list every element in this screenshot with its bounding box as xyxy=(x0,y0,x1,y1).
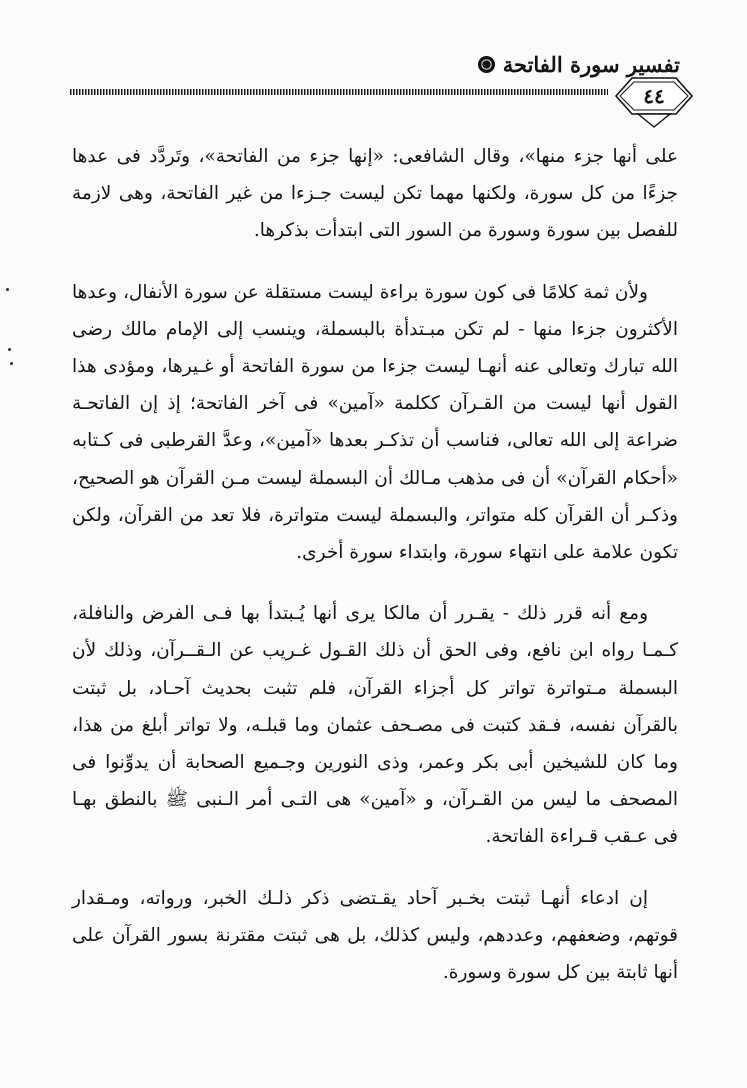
paragraph-1: على أنها جزء منها»، وقال الشافعى: «إنها جزء من الفاتحة»، وتَردَّد فى عدها جزءًا من كل سورة، ولكنها مهما تكن ليست جـزءا من غير الفاتحة، وهى لازمة للفصل بين سورة وسورة من السور التى ابتدأت بذكرها. xyxy=(72,146,678,242)
scan-speck xyxy=(10,362,13,365)
paragraph-2: ولأن ثمة كلامًا فى كون سورة براءة ليست مستقلة عن سورة الأنفال، وعدها الأكثرون جزءا منها - لم تكن مبـتدأة بالبسملة، وينسب إلى الإمام مالك رضى الله تبارك وتعالى عنه أنهـا ليست جزءا من سورة الفاتحة أو غـيرها، ومؤدى هذا القول أنها ليست من القـرآن ككلمة «آمين» فى آخر الفاتحة؛ إذ إن الفاتحـة ضراعة إلى الله تعالى، فناسب أن تذكـر بعدها «آمين»، وعدَّ القرطبى فى كـتابه «أحكام القرآن» أن فى مذهب مـالك أن البسملة ليست مـن القرآن هو الصحيح، وذكـر أن القرآن كله متواتر، والبسملة ليست متواترة، فلا تعد من القرآن، ولكن تكون علامة على انتهاء سورة، وابتداء سورة أخرى. xyxy=(72,281,678,564)
header-rule xyxy=(70,89,608,95)
scan-speck xyxy=(8,348,11,351)
page-number-badge xyxy=(614,72,694,128)
body-text xyxy=(72,138,678,1015)
ornament-icon xyxy=(478,56,495,73)
scan-speck xyxy=(6,288,9,291)
page-number: ٤٤ xyxy=(643,84,665,108)
paragraph-3: ومع أنه قرر ذلك - يقـرر أن مالكا يرى أنها يُـبتدأ بها فـى الفرض والنافلة، كـمـا رواه ابن نافع، وفى الحق أن ذلك القـول غـريب عن الـقــرآن، وذلك لأن البسملة مـتواترة تواتر كل أجزاء القرآن، فلم تثبت بحديث آحـاد، بل ثبتت بالقرآن نفسه، فـقد كتبت فى مصـحف عثمان وما قبلـه، ولا تواتر أبلغ من هذا، وما كان للشيخين أبى بكر وعمر، وذى النورين وجـميع الصحابة أن يدوِّنوا فى المصحف ما ليس من القـرآن، و «آمين» هى التـى أمر الـنبى ﷺ بالنطق بهـا فى عـقب قـراءة الفاتحة. xyxy=(72,603,678,848)
paragraph-4: إن ادعاء أنهـا ثبتت بخـبر آحاد يقـتضى ذكر ذلـك الخبر، ورواته، ومـقدار قوتهم، وضعفهم، وعددهم، وليس كذلك، بل هى ثبتت مقترنة بسور القرآن على أنها ثابتة بين كل سورة وسورة. xyxy=(72,887,678,984)
page-header xyxy=(70,52,680,112)
running-title-text: تفسير سورة الفاتحة xyxy=(502,52,680,77)
